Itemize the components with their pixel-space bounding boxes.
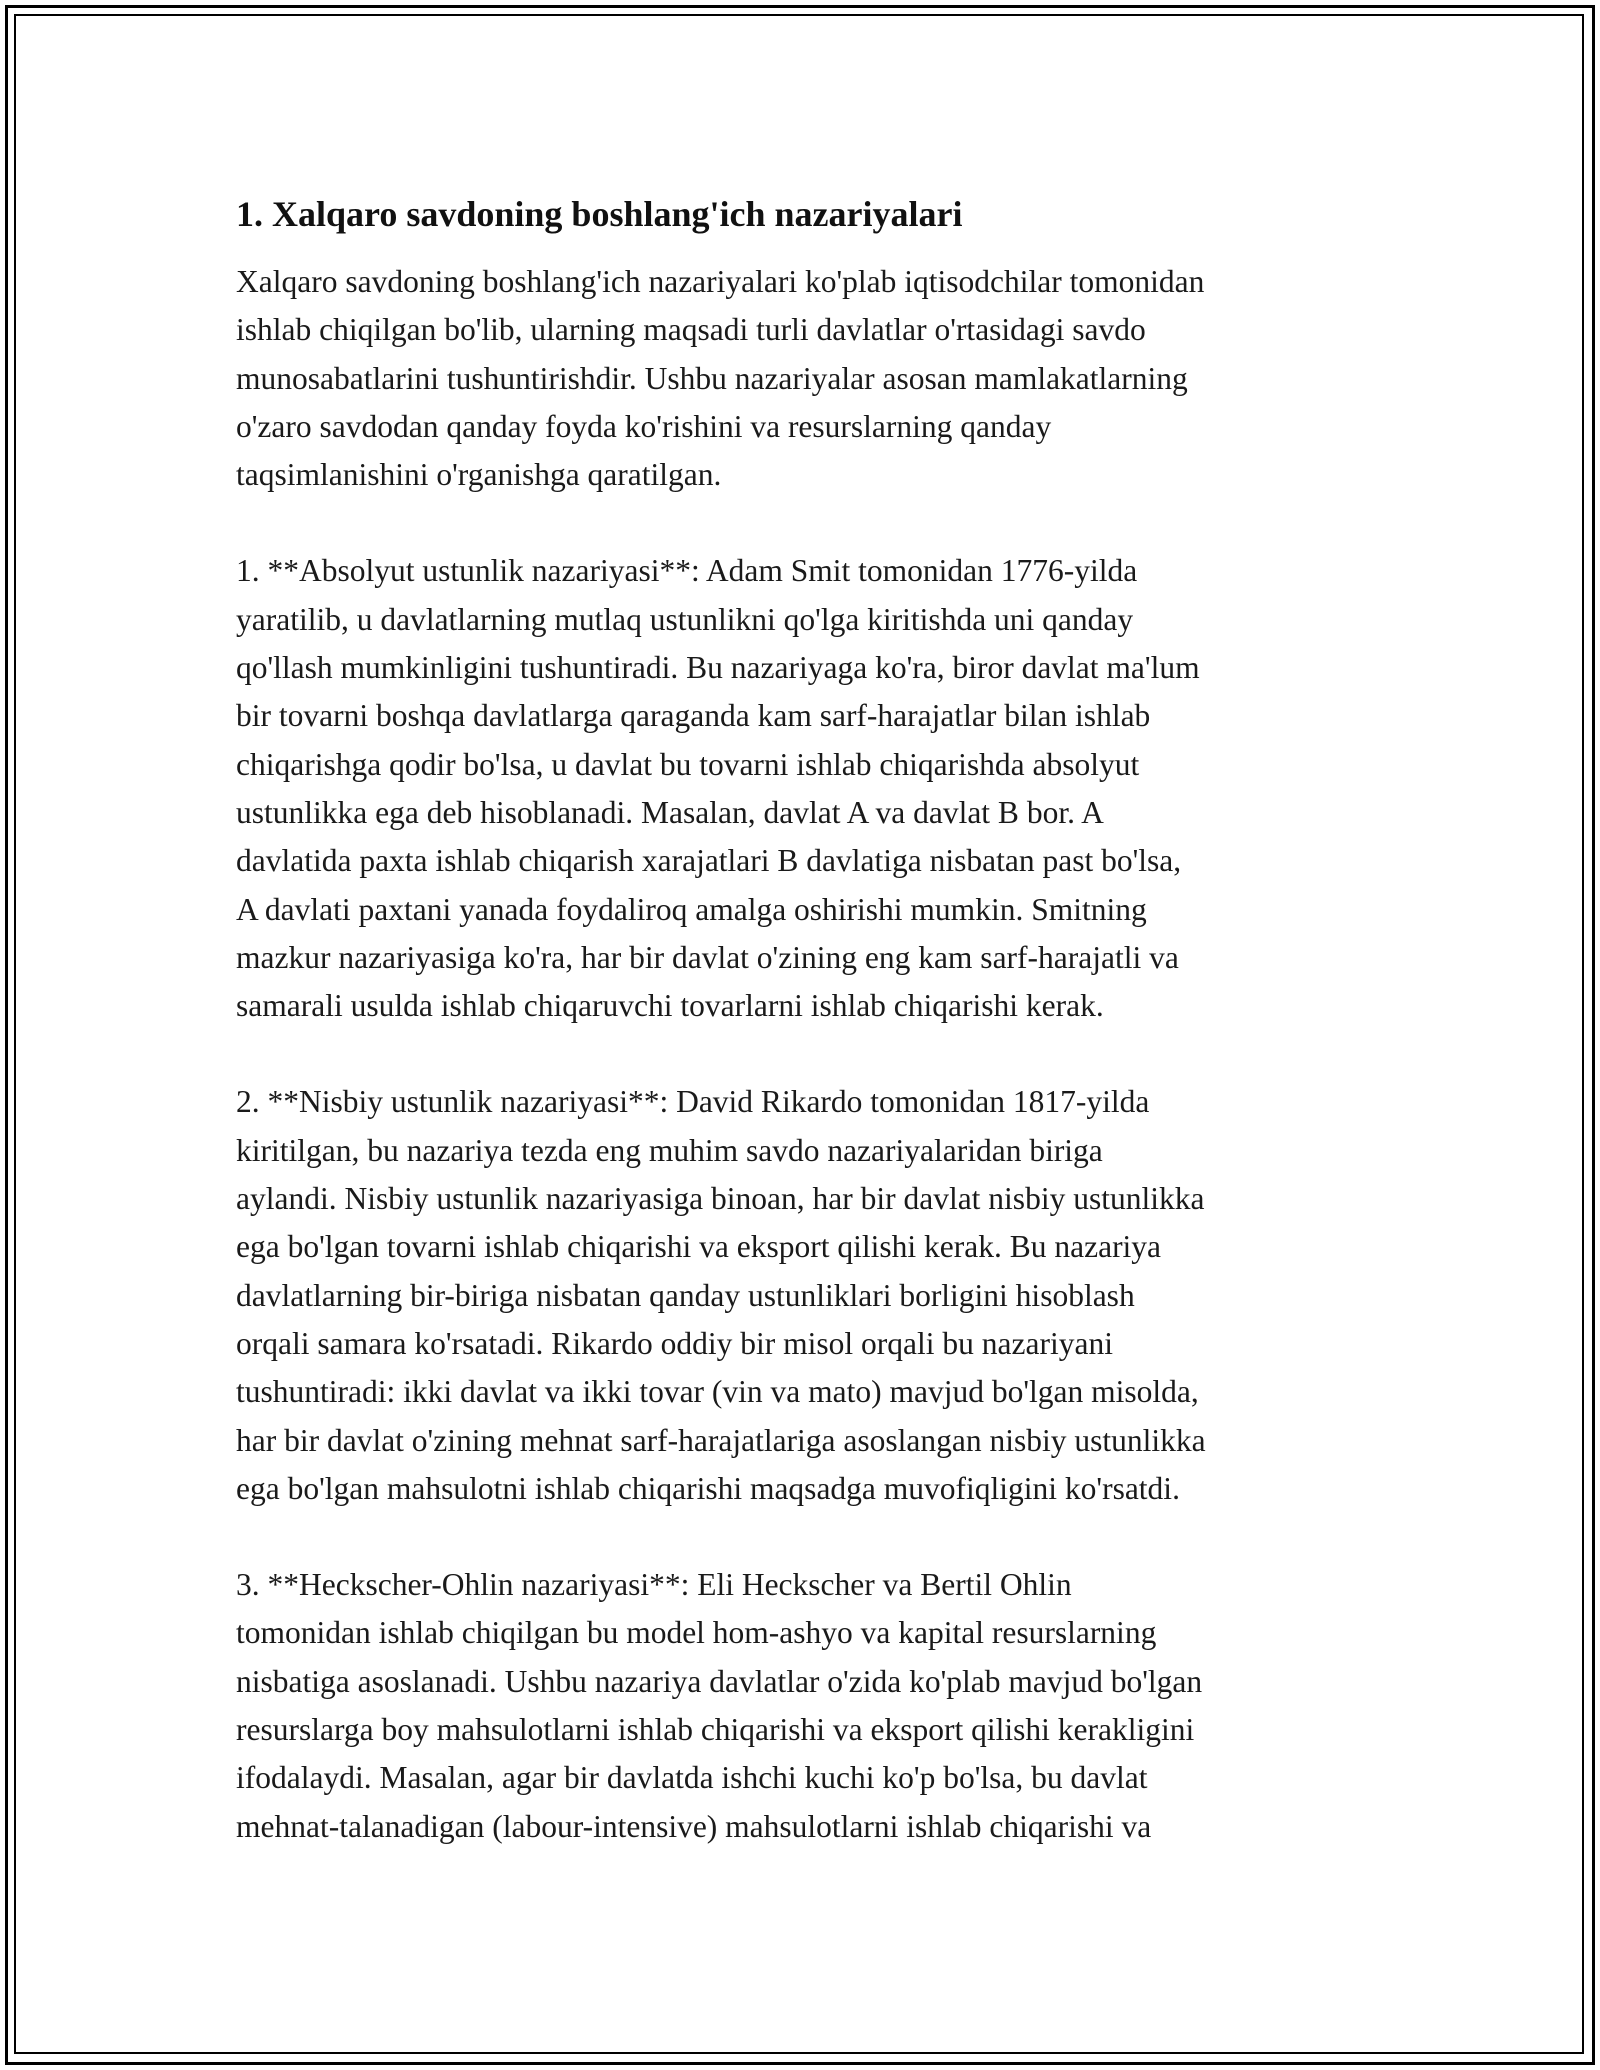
theory-comparative-advantage-paragraph: 2. **Nisbiy ustunlik nazariyasi**: David Rikardo tomonidan 1817-yilda kiritilgan, bu nazariya tezda eng muhim savdo nazariyalaridan biriga aylandi. Nisbiy ustunlik nazariyasiga binoan, har bir davlat nisbiy ustunlikka ega bo'lgan tovarni ishlab chiqarishi va eksport qilishi kerak. Bu nazariya davlatlarning bir-biriga nisbatan qanday ustunliklari borligini hisoblash orqali samara ko'rsatadi. Rikardo oddiy bir misol orqali bu nazariyani tushuntiradi: ikki davlat va ikki tovar (vin va mato) mavjud bo'lgan misolda, har bir davlat o'zining mehnat sarf-harajatlariga asoslangan nisbiy ustunlikka ega bo'lgan mahsulotni ishlab chiqarishi maqsadga muvofiqligini ko'rsatdi. — [236, 1084, 1206, 1506]
section-heading: 1. Xalqaro savdoning boshlang'ich nazariyalari — [236, 194, 963, 234]
intro-paragraph: Xalqaro savdoning boshlang'ich nazariyalari ko'plab iqtisodchilar tomonidan ishlab chiqilgan bo'lib, ularning maqsadi turli davlatlar o'rtasidagi savdo munosabatlarini tushuntirishdir. Ushbu nazariyalar asosan mamlakatlarning o'zaro savdodan qanday foyda ko'rishini va resurslarning qanday taqsimlanishini o'rganishga qaratilgan. — [236, 264, 1205, 493]
theory-heckscher-ohlin-paragraph: 3. **Heckscher-Ohlin nazariyasi**: Eli Heckscher va Bertil Ohlin tomonidan ishlab chiqilgan bu model hom-ashyo va kapital resurslarning nisbatiga asoslanadi. Ushbu nazariya davlatlar o'zida ko'plab mavjud bo'lgan resurslarga boy mahsulotlarni ishlab chiqarishi va eksport qilishi kerakligini ifodalaydi. Masalan, agar bir davlatda ishchi kuchi ko'p bo'lsa, bu davlat mehnat-talanadigan (labour-intensive) mahsulotlarni ishlab chiqarishi va — [236, 1567, 1203, 1844]
theory-absolute-advantage-paragraph: 1. **Absolyut ustunlik nazariyasi**: Adam Smit tomonidan 1776-yilda yaratilib, u davlatlarning mutlaq ustunlikni qo'lga kiritishda uni qanday qo'llash mumkinligini tushuntiradi. Bu nazariyaga ko'ra, biror davlat ma'lum bir tovarni boshqa davlatlarga qaraganda kam sarf-harajatlar bilan ishlab chiqarishga qodir bo'lsa, u davlat bu tovarni ishlab chiqarishda absolyut ustunlikka ega deb hisoblanadi. Masalan, davlat A va davlat B bor. A davlatida paxta ishlab chiqarish xarajatlari B davlatiga nisbatan past bo'lsa, A davlati paxtani yanada foydaliroq amalga oshirishi mumkin. Smitning mazkur nazariyasiga ko'ra, har bir davlat o'zining eng kam sarf-harajatli va samarali usulda ishlab chiqaruvchi tovarlarni ishlab chiqarishi kerak. — [236, 553, 1200, 1024]
document-body — [236, 188, 1376, 1851]
